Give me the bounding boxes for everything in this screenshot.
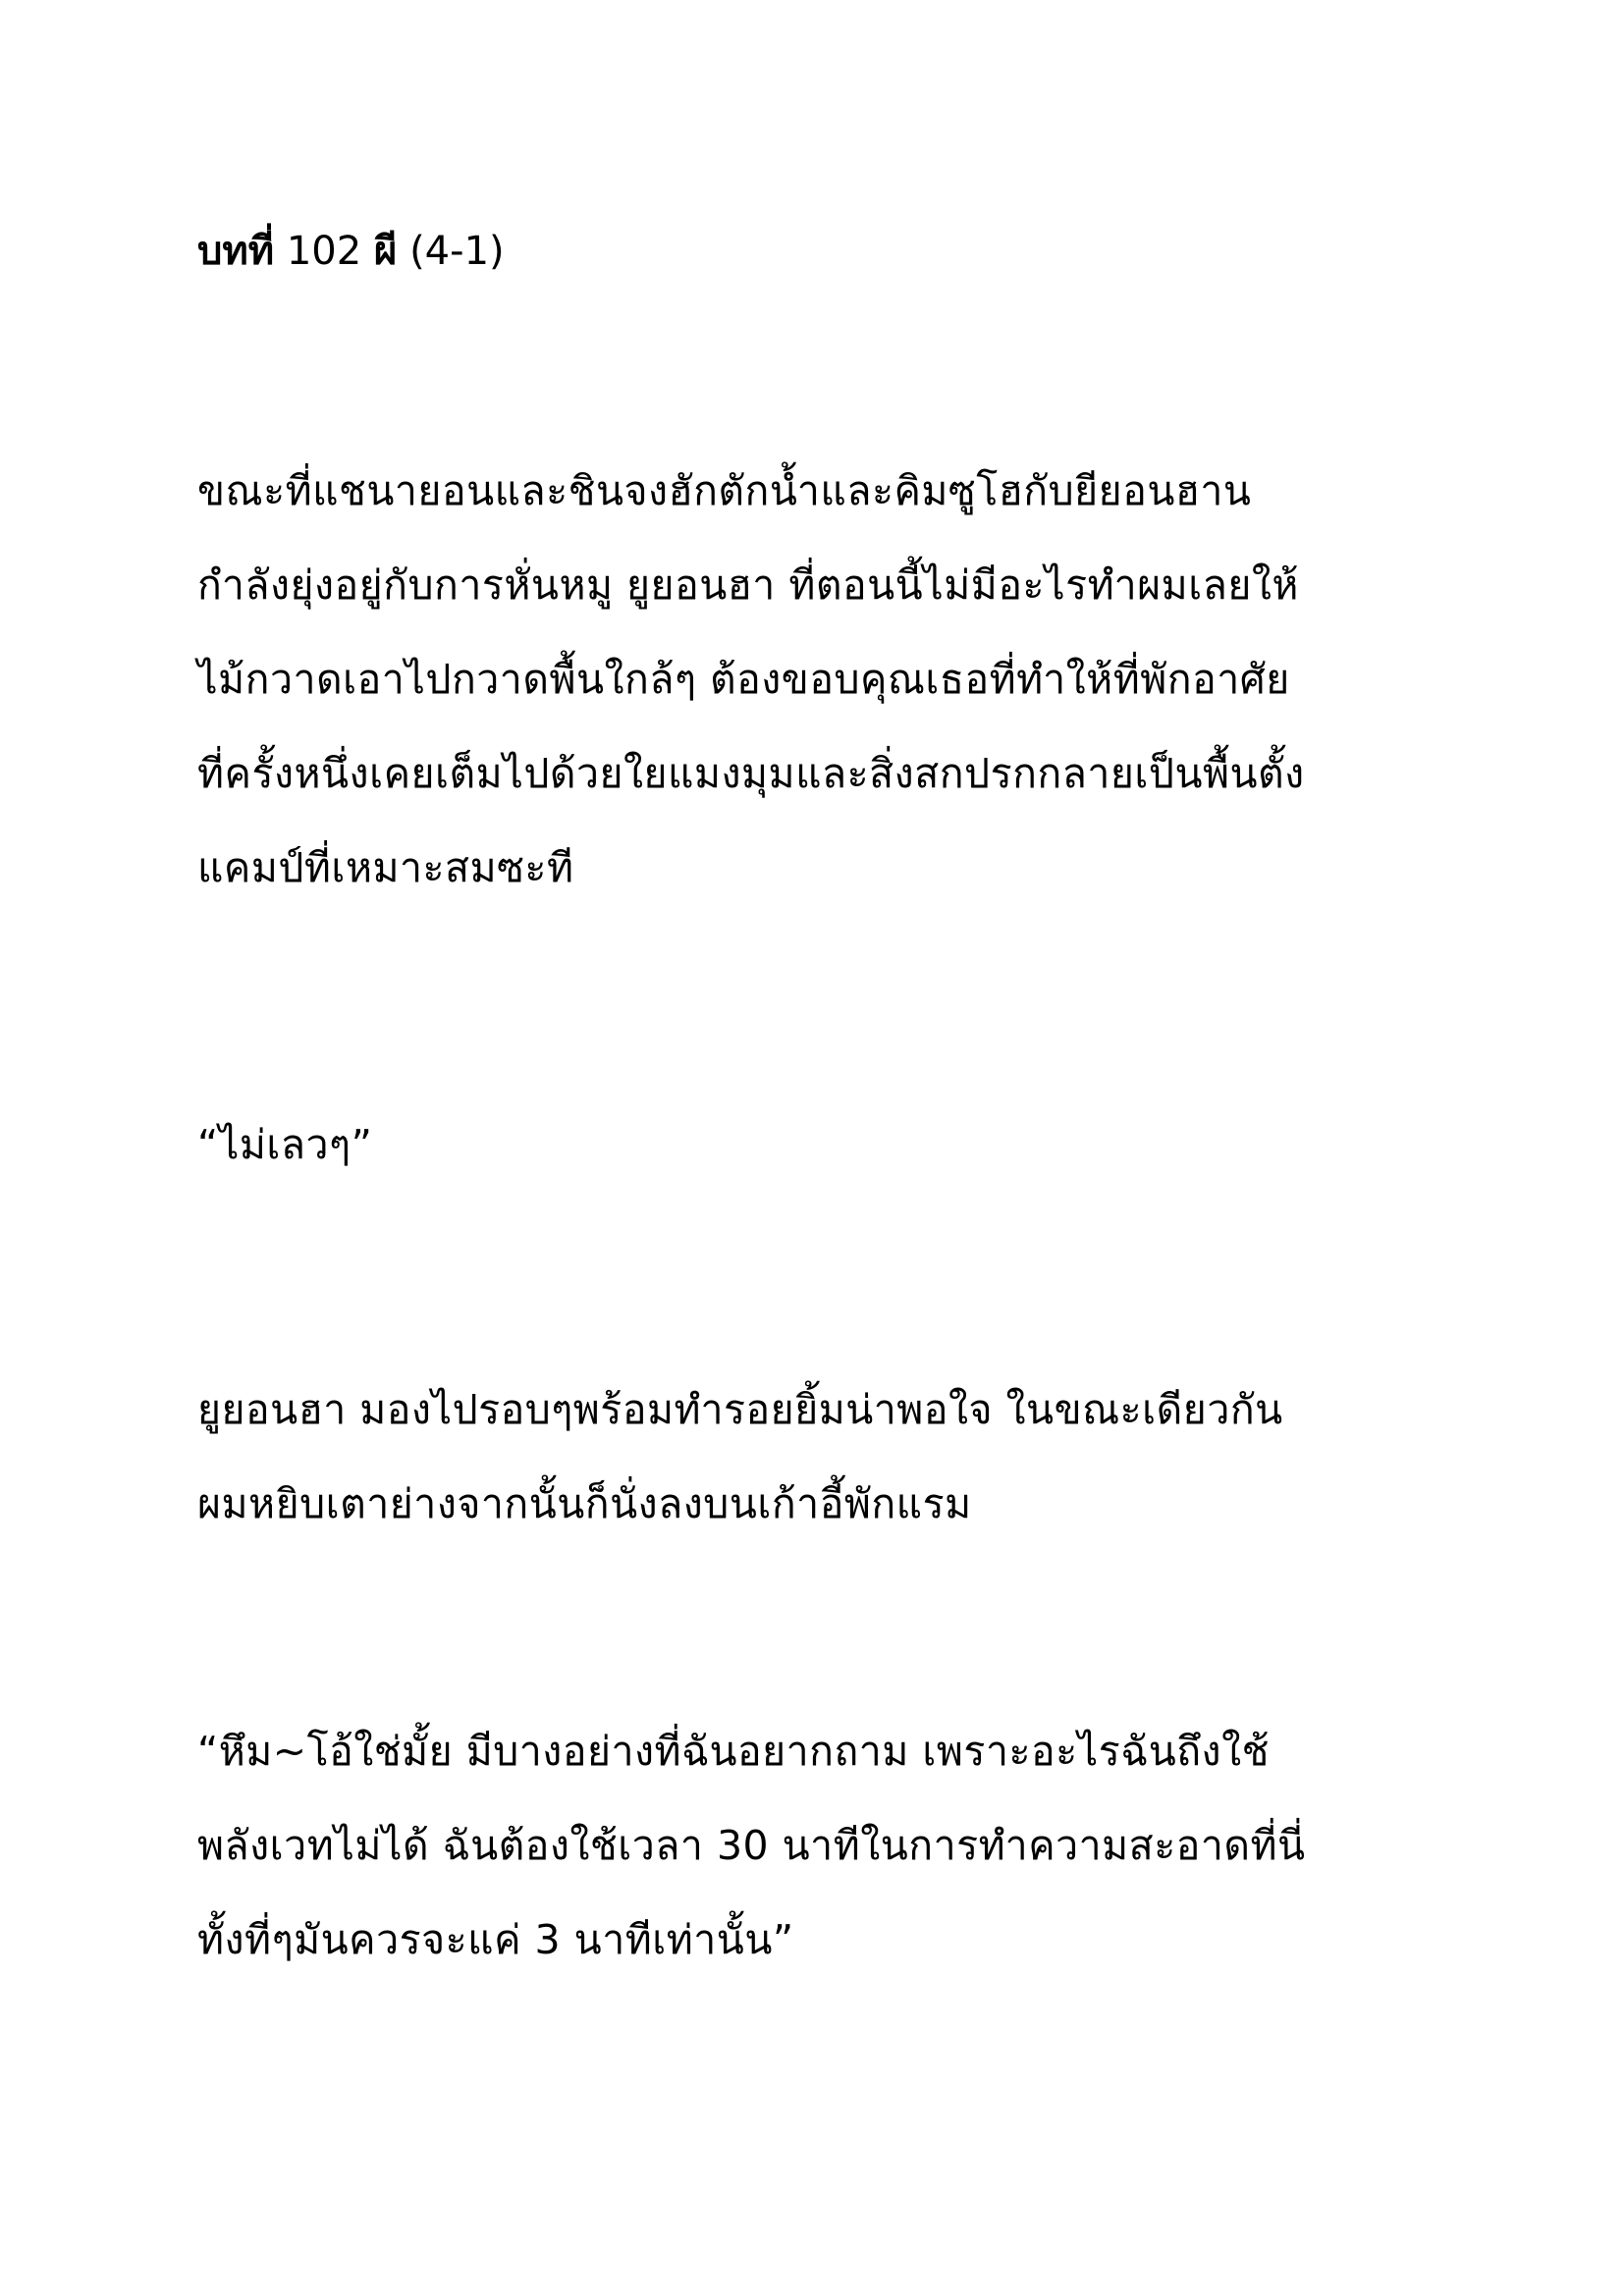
- paragraph-dialogue-1: [197, 1097, 1493, 1192]
- chapter-heading: [197, 222, 505, 281]
- chapter-title: ผี: [373, 229, 398, 274]
- chapter-part: (4-1): [409, 229, 505, 274]
- text-line: พลังเวทไม่ได้ ฉันต้องใช้เวลา 30 นาทีในการทำความสะอาดที่นี่: [197, 1822, 1306, 1869]
- chapter-number: 102: [286, 229, 362, 274]
- text-line: “หึม~โอ้ใช่มั้ย มีบางอย่างที่ฉันอยากถาม เพราะอะไรฉันถึงใช้: [197, 1728, 1270, 1775]
- paragraph-dialogue-2: [197, 1704, 1493, 1987]
- text-line: กำลังยุ่งอยู่กับการหั่นหมู ยูยอนฮา ที่ตอนนี้ไม่มีอะไรทำผมเลยให้: [197, 561, 1299, 609]
- chapter-label: บทที่: [197, 229, 275, 274]
- text-line: ทั้งที่ๆมันควรจะแค่ 3 นาทีเท่านั้น”: [197, 1916, 794, 1963]
- text-line: ผมหยิบเตาย่างจากนั้นก็นั่งลงบนเก้าอี้พักแรม: [197, 1480, 972, 1527]
- paragraph-narration-2: [197, 1362, 1493, 1551]
- text-line: ขณะที่แชนายอนและชินจงฮักตักน้ำและคิมซูโฮกับยียอนฮาน: [197, 467, 1252, 514]
- text-line: แคมป์ที่เหมาะสมซะที: [197, 844, 574, 891]
- paragraph-narration-1: [197, 444, 1493, 915]
- text-line: ที่ครั้งหนึ่งเคยเต็มไปด้วยใยแมงมุมและสิ่งสกปรกกลายเป็นพื้นตั้ง: [197, 750, 1305, 797]
- text-line: ไม้กวาดเอาไปกวาดพื้นใกล้ๆ ต้องขอบคุณเธอที่ทำให้ที่พักอาศัย: [197, 656, 1290, 703]
- text-line: “ไม่เลวๆ”: [197, 1121, 373, 1168]
- text-line: ยูยอนฮา มองไปรอบๆพร้อมทำรอยยิ้มน่าพอใจ ในขณะเดียวกัน: [197, 1386, 1283, 1433]
